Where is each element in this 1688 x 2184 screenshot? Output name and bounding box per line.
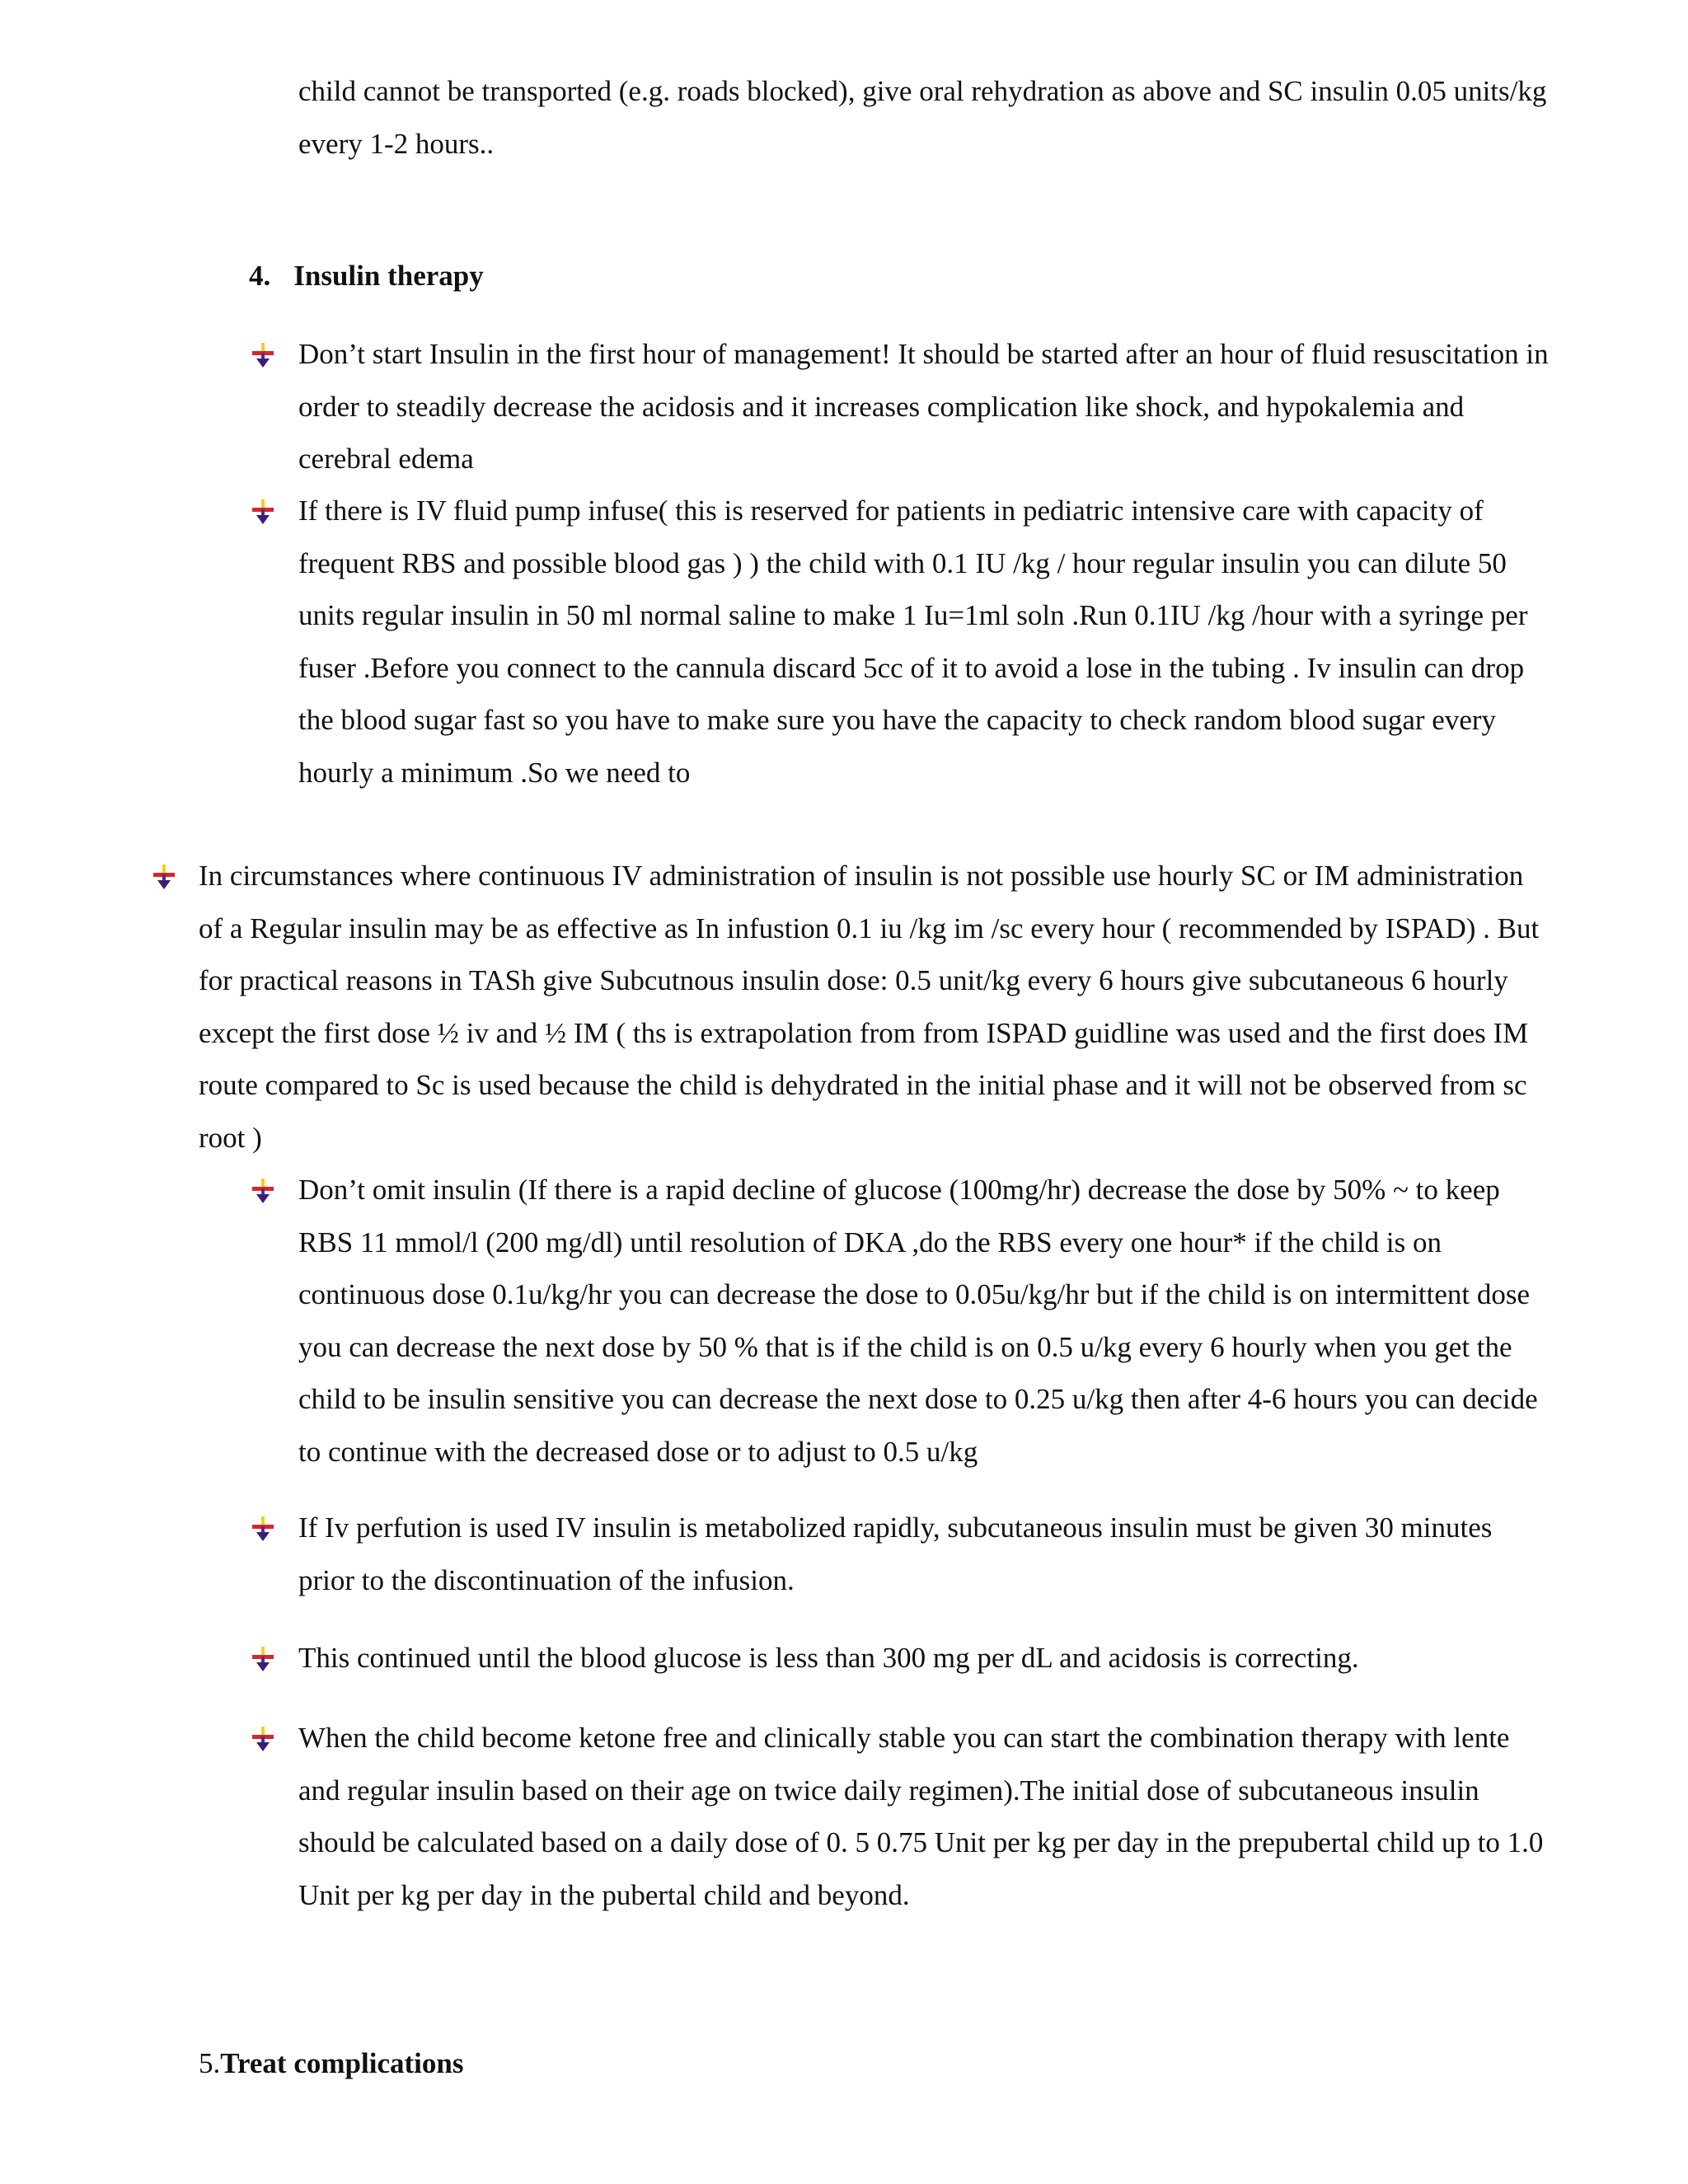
section-5-number: 5. xyxy=(199,2047,221,2079)
section-4-number: 4. xyxy=(249,260,271,292)
bullet-text-7: When the child become ketone free and clinically stable you can start the combination therapy with lente and regular insulin based on their age on twice daily regimen).The initial dose of subcutaneous insulin should be calculated based on a daily dose of 0. 5 0.75 Unit per kg per day in the prepubertal child up to 1.0 Unit per kg per day in the pubertal child and beyond. xyxy=(298,1722,1544,1911)
bullet-text-5: If Iv perfution is used IV insulin is metabolized rapidly, subcutaneous insulin must be given 30 minutes prior to the discontinuation of the infusion. xyxy=(298,1511,1493,1596)
arrow-bullet-icon xyxy=(249,1515,277,1543)
section-4-heading xyxy=(249,250,484,302)
arrow-bullet-icon xyxy=(249,1177,277,1205)
bullet-text-4: Don’t omit insulin (If there is a rapid decline of glucose (100mg/hr) decrease the dose by 50% ~ to keep RBS 11 mmol/l (200 mg/dl) until resolution of DKA ,do the RBS every one hour* if the child is on continuous dose 0.1u/kg/hr you can decrease the dose to 0.05u/kg/hr but if the child is on intermittent dose you can decrease the next dose by 50 % that is if the child is on 0.5 u/kg every 6 hourly when you get the child to be insulin sensitive you can decrease the next dose to 0.25 u/kg then after 4-6 hours you can decide to continue with the decreased dose or to adjust to 0.5 u/kg xyxy=(298,1174,1538,1468)
section-5-title: Treat complications xyxy=(220,2047,464,2079)
arrow-bullet-icon xyxy=(150,863,178,891)
bullet-text-2: If there is IV fluid pump infuse( this is reserved for patients in pediatric intensive care with capacity of frequent RBS and possible blood gas ) ) the child with 0.1 IU /kg / hour regular insulin you can dilute 50 units regular insulin in 50 ml normal saline to make 1 Iu=1ml soln .Run 0.1IU /kg /hour with a syringe per fuser .Before you connect to the cannula discard 5cc of it to avoid a lose in the tubing . Iv insulin can drop the blood sugar fast so you have to make sure you have the capacity to check random blood sugar every hourly a minimum .So we need to xyxy=(298,494,1528,789)
section-4-title: Insulin therapy xyxy=(293,260,484,292)
bullet-text-3: In circumstances where continuous IV administration of insulin is not possible use hourly SC or IM administration of a Regular insulin may be as effective as In infustion 0.1 iu /kg im /sc every hour ( recommended by ISPAD) . But for practical reasons in TASh give Subcutnous insulin dose: 0.5 unit/kg every 6 hours give subcutaneous 6 hourly except the first dose ½ iv and ½ IM ( ths is extrapolation from from ISPAD guidline was used and the first does IM route compared to Sc is used because the child is dehydrated in the initial phase and it will not be observed from sc root ) xyxy=(199,860,1540,1154)
arrow-bullet-icon xyxy=(249,1725,277,1753)
arrow-bullet-icon xyxy=(249,498,277,526)
arrow-bullet-icon xyxy=(249,341,277,369)
arrow-bullet-icon xyxy=(249,1645,277,1673)
bullet-text-1: Don’t start Insulin in the first hour of management! It should be started after an hour of fluid resuscitation in order to steadily decrease the acidosis and it increases complication like shock, and hypokalemia and cerebral edema xyxy=(298,338,1549,475)
bullet-text-6: This continued until the blood glucose is less than 300 mg per dL and acidosis is correcting. xyxy=(298,1642,1359,1674)
intro-paragraph: child cannot be transported (e.g. roads blocked), give oral rehydration as above and SC insulin 0.05 units/kg every 1-2 hours.. xyxy=(298,75,1547,160)
section-5-heading xyxy=(199,2037,463,2090)
